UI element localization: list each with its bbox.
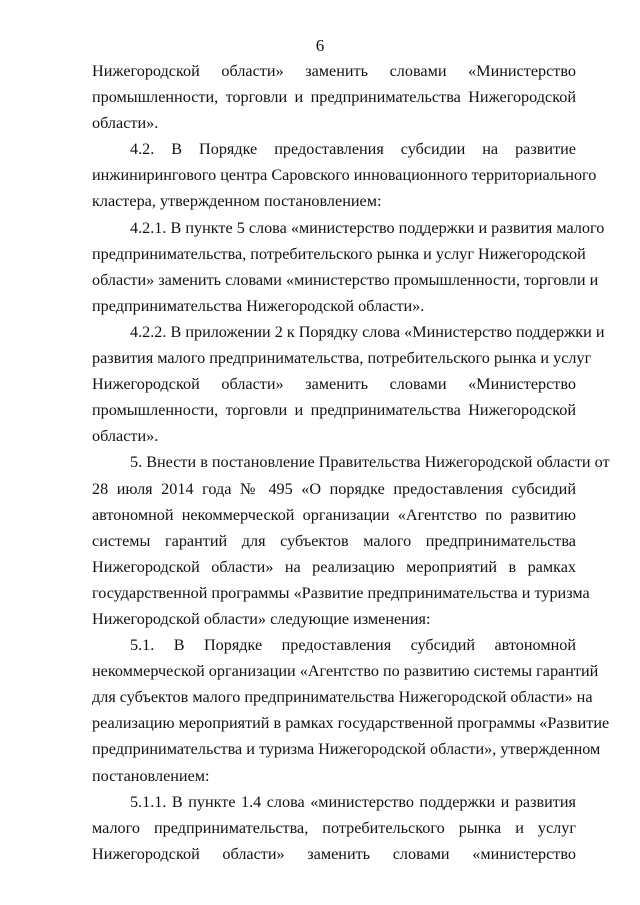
text-line: 4.2.1. В пункте 5 слова «министерство поддержки и развития малого (130, 218, 605, 237)
text-line: предпринимательства Нижегородской области». (92, 296, 425, 315)
text-line: 5.1.1. В пункте 1.4 слова «министерство поддержки и развития (130, 792, 576, 811)
text-line: государственной программы «Развитие предпринимательства и туризма (92, 583, 590, 602)
text-line: области». (92, 427, 159, 446)
text-line: промышленности, торговли и предпринимательства Нижегородской (92, 401, 576, 420)
text-line: 4.2. В Порядке предоставления субсидии на развитие (130, 140, 576, 159)
text-line: Нижегородской области» заменить словами «Министерство (92, 62, 576, 80)
text-line: инжинирингового центра Саровского инновационного территориального (92, 166, 597, 185)
text-line: 4.2.2. В приложении 2 к Порядку слова «Министерство поддержки и (130, 322, 605, 341)
text-line: предпринимательства и туризма Нижегородской области», утвержденном (92, 740, 601, 759)
text-line: 5.1. В Порядке предоставления субсидий автономной (130, 636, 576, 655)
text-line: реализацию мероприятий в рамках государственной программы «Развитие (92, 714, 610, 733)
text-line: предпринимательства, потребительского рынка и услуг Нижегородской (92, 244, 586, 263)
text-line: Нижегородской области» заменить словами «Министерство (92, 375, 576, 394)
text-line: кластера, утвержденном постановлением: (92, 192, 382, 211)
text-line: 28 июля 2014 года № 495 «О порядке предоставления субсидий (92, 479, 576, 498)
text-line: Нижегородской области» следующие изменения: (92, 609, 431, 628)
text-line: области». (92, 114, 159, 133)
text-line: малого предпринимательства, потребительского рынка и услуг (92, 818, 576, 837)
text-line: автономной некоммерческой организации «Агентство по развитию (92, 505, 576, 524)
text-line: Нижегородской области» заменить словами «министерство (92, 844, 576, 863)
text-line: постановлением: (92, 766, 210, 785)
text-line: некоммерческой организации «Агентство по развитию системы гарантий (92, 662, 599, 681)
text-line: промышленности, торговли и предпринимательства Нижегородской (92, 88, 576, 107)
text-line: системы гарантий для субъектов малого предпринимательства (92, 531, 576, 550)
text-line: области» заменить словами «министерство промышленности, торговли и (92, 270, 599, 289)
text-line: 5. Внести в постановление Правительства Нижегородской области от (130, 453, 610, 472)
text-line: развития малого предпринимательства, потребительского рынка и услуг (92, 349, 592, 368)
text-line: для субъектов малого предпринимательства Нижегородской области» на (92, 688, 593, 707)
text-line: Нижегородской области» на реализацию мероприятий в рамках (92, 557, 576, 576)
page-number: 6 (315, 36, 325, 55)
document-body (92, 58, 610, 867)
